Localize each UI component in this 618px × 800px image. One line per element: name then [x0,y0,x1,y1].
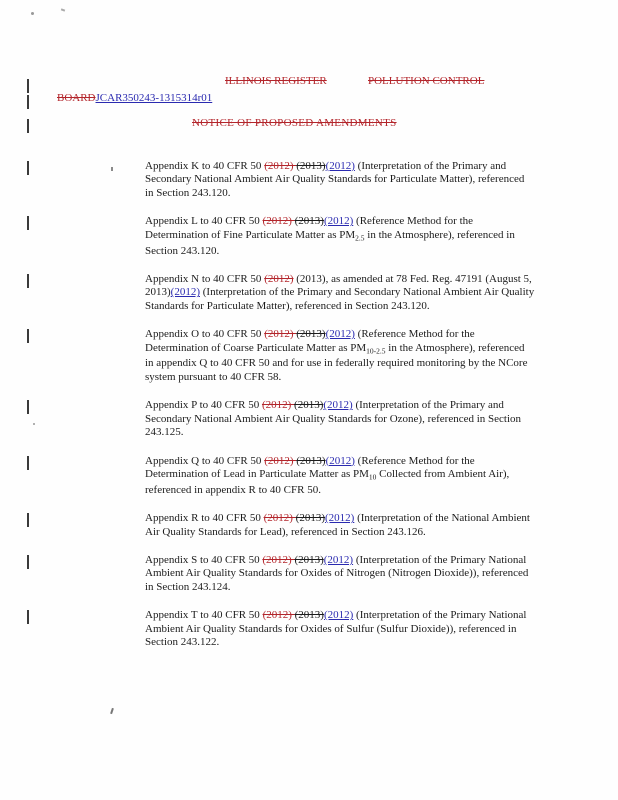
stray-mark [33,423,35,425]
text-run-ins_blue: (2012) [325,160,355,172]
text-run-ins_blue: (2012) [323,554,354,567]
change-bar-icon [27,161,29,175]
text-run-del_red: (2012) [261,399,295,412]
stray-mark [110,708,114,714]
paragraph [145,328,535,384]
paragraph [145,512,535,539]
stray-mark [111,167,113,171]
paragraph [145,455,535,498]
text-run-del_red: (2012) [264,160,297,172]
text-run-del_black: (2013) [294,399,324,412]
text-run-ins_blue: (2012) [325,328,355,341]
change-bar-icon [27,329,29,343]
paragraph [145,160,535,200]
text-run-normal: Appendix K to 40 CFR 50 [145,160,265,172]
paragraph [145,609,535,649]
text-run-del_black: (2013) [295,512,325,525]
text-run-sub: 10-2.5 [366,346,386,356]
agency-title-text: POLLUTION CONTROL [368,75,485,87]
paragraph [145,215,535,258]
change-bar-icon [27,274,29,288]
stray-mark [31,12,34,15]
text-run-ins_blue: (2012) [323,609,354,622]
text-run-normal: in the Atmosphere), referenced in appendix Q to 40 CFR 50 and for use in federally required monitoring by the NCore system pursuant to 40 CFR 58. [145,341,528,383]
text-run-normal: (Interpretation of the National Ambient Air Quality Standards for Lead), referenced in Section 243.126. [145,512,530,538]
text-run-normal: (Interpretation of the Primary and Secondary National Ambient Air Quality Standards for Particulate Matter), referenced in Section 243.120. [145,160,525,199]
text-run-normal: Appendix L to 40 CFR 50 [145,215,263,228]
text-run-normal: Collected from Ambient Air), referenced in appendix R to 40 CFR 50. [145,467,510,496]
change-bar-icon [27,79,29,93]
text-run-normal: (Reference Method for the Determination of Fine Particulate Matter as PM [145,215,474,241]
text-run-normal: (2013), as amended at 78 Fed. Reg. 47191 (August 5, 2013) [145,272,532,299]
text-run-del_black: (2013) [294,215,324,228]
text-run-normal: Appendix N to 40 CFR 50 [145,272,265,285]
text-run-normal: Appendix S to 40 CFR 50 [145,554,263,567]
text-run-del_red: (2012) [264,454,297,467]
agency-title [368,75,484,87]
text-run-del_black: (2013) [294,554,324,567]
paragraph-list [145,160,535,664]
text-run-del_black: (2013) [294,609,324,622]
text-run-del_red: (2012) [262,609,295,622]
paragraph [145,554,535,594]
text-run-normal: (Interpretation of the Primary and Secondary National Ambient Air Quality Standards for Particulate Matter), referenced in Section 243.120. [145,286,535,312]
notice-heading-text: NOTICE OF PROPOSED AMENDMENTS [192,117,397,129]
change-bar-icon [27,610,29,624]
text-run-normal: (Reference Method for the Determination of Lead in Particulate Matter as PM [145,454,475,480]
text-run-del_red: (2012) [262,215,295,228]
text-run-sub: 10 [368,472,377,482]
text-run-del_red: (2012) [262,554,295,567]
jcar-id-inserted-text: JCAR350243-1315314r01 [95,92,213,104]
change-bar-icon [27,456,29,470]
register-title-text: ILLINOIS REGISTER [225,75,327,87]
agency-title-wrap-line [57,92,212,104]
agency-title-deleted-text: BOARD [57,92,96,104]
change-bar-icon [27,555,29,569]
text-run-del_black: (2013) [296,454,326,467]
text-run-del_black: (2013) [296,328,326,341]
text-run-normal: Appendix T to 40 CFR 50 [145,609,263,622]
text-run-normal: (Interpretation of the Primary National Ambient Air Quality Standards for Oxides of Nitrogen (Nitrogen Dioxide)), referenced in Section 243.124. [145,554,529,593]
text-run-ins_blue: (2012) [323,215,354,228]
text-run-normal: Appendix Q to 40 CFR 50 [145,454,265,467]
text-run-del_red: (2012) [264,272,294,285]
text-run-ins_blue: (2012) [324,512,355,525]
text-run-del_black: (2013) [296,160,326,172]
text-run-normal: Appendix O to 40 CFR 50 [145,328,265,341]
stray-mark [61,8,65,11]
change-bar-icon [27,400,29,414]
change-bar-icon [27,119,29,133]
text-run-del_red: (2012) [263,512,296,525]
change-bar-icon [27,95,29,109]
text-run-normal: (Interpretation of the Primary and Secondary National Ambient Air Quality Standards for Ozone), referenced in Section 243.125. [145,399,522,439]
text-run-ins_blue: (2012) [323,399,353,412]
text-run-normal: Appendix R to 40 CFR 50 [145,512,264,525]
paragraph [145,399,535,439]
text-run-normal: Appendix P to 40 CFR 50 [145,399,262,412]
text-run-normal: in the Atmosphere), referenced in Section 243.120. [145,228,515,257]
paragraph [145,273,535,313]
text-run-normal: (Interpretation of the Primary National Ambient Air Quality Standards for Oxides of Sulfur (Sulfur Dioxide)), referenced in Section 243.122. [145,609,527,649]
text-run-sub: 2.5 [355,233,365,243]
text-run-normal: (Reference Method for the Determination of Coarse Particulate Matter as PM [145,328,475,354]
register-title [225,75,327,87]
notice-heading [192,117,397,129]
change-bar-icon [27,513,29,527]
text-run-ins_blue: (2012) [325,454,355,467]
change-bar-icon [27,216,29,230]
text-run-del_red: (2012) [264,328,297,341]
text-run-ins_blue: (2012) [170,286,200,299]
